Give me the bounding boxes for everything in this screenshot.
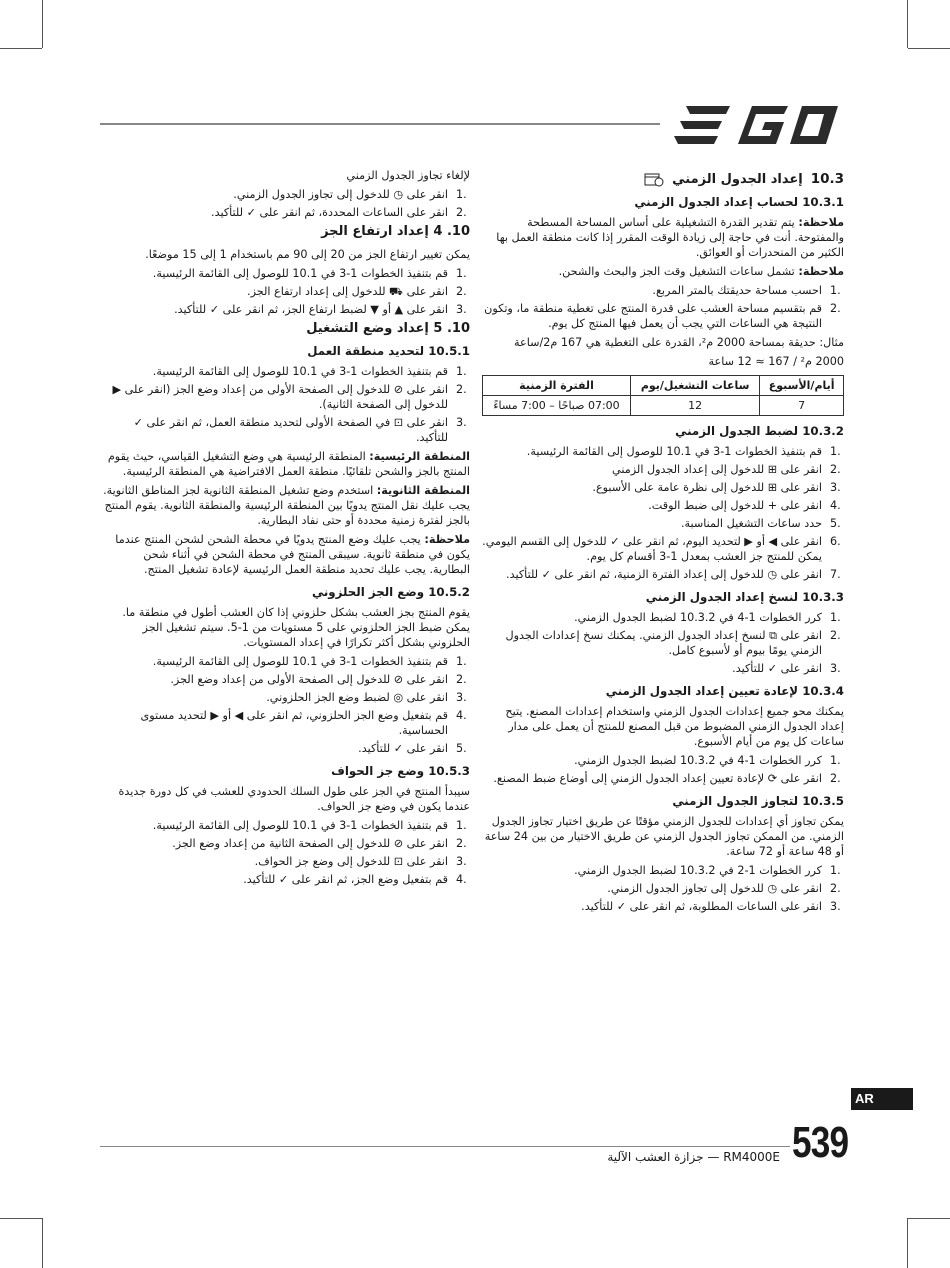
- list-item: .1 قم بتنفيذ الخطوات 1-3 في 10.1 للوصول إلى القائمة الرئيسية.: [152, 365, 467, 378]
- table-cell: 07:00 صباحًا – 7:00 مساءً: [483, 396, 631, 416]
- steps-list: [480, 610, 844, 676]
- list-item: .3 انقر على ▲ أو ▼ لضبط ارتفاع الجز، ثم انقر على ✓ للتأكيد.: [174, 303, 467, 316]
- section-10-3-heading: [480, 172, 844, 187]
- note: ملاحظة: يجب عليك وضع المنتج يدويًا في محطة الشحن لشحن المنتج عندما يكون في منطقة ثانوية. سيبقى المنتج في محطة الشحن في أثناء شحن البطارية. يجب عليك تحديد منطقة العمل الرئيسية لإعادة تشغيل المنتج.: [115, 533, 470, 576]
- left-column: [100, 168, 470, 891]
- list-item: .1 انقر على ◷ للدخول إلى تجاوز الجدول الزمني.: [233, 188, 467, 201]
- list-item: .2 انقر على ⟳ لإعادة تعيين إعداد الجدول الزمني إلى أوضاع ضبط المصنع.: [493, 772, 841, 785]
- subsection-title: 10.3.3 لنسخ إعداد الجدول الزمني: [645, 590, 844, 604]
- list-item: .5 حدد ساعات التشغيل المناسبة.: [680, 517, 841, 530]
- table-cell: 7: [760, 396, 844, 416]
- list-item: .4 انقر على + للدخول إلى ضبط الوقت.: [648, 499, 841, 512]
- footer-rule: [100, 1146, 790, 1147]
- steps-list: [100, 266, 470, 317]
- list-item: .3 انقر على ⊡ للدخول إلى وضع جز الحواف.: [254, 855, 467, 868]
- list-item: .1 كرر الخطوات 1-4 في 10.3.2 لضبط الجدول الزمني.: [574, 611, 841, 624]
- list-item: .3 انقر على ⊞ للدخول إلى نظرة عامة على الأسبوع.: [592, 481, 841, 494]
- subsection-title: 10.5.3 وضع جز الحواف: [331, 764, 470, 778]
- list-item: .2 انقر على ⊘ للدخول إلى الصفحة الثانية من إعداد وضع الجز.: [172, 837, 467, 850]
- crop-mark: [907, 1218, 908, 1268]
- paragraph: يمكن تجاوز أي إعدادات للجدول الزمني مؤقتًا عن طريق اختيار تجاوز الجدول الزمني. من الممكن تجاوز الجدول الزمني عن طريق الاختيار من بين 24 ساعة أو 48 ساعة أو 72 ساعة.: [484, 815, 844, 858]
- right-column: [480, 168, 844, 918]
- language-tab: AR: [851, 1088, 913, 1110]
- subsection-title: 10.5.1 لتحديد منطقة العمل: [307, 344, 470, 358]
- page-number: 539: [792, 1118, 849, 1167]
- list-item: .1 احسب مساحة حديقتك بالمتر المربع.: [652, 284, 841, 297]
- crop-mark: [0, 1218, 42, 1219]
- subsection-title: لإلغاء تجاوز الجدول الزمني: [346, 169, 470, 182]
- list-item: .2 انقر على ⊘ للدخول إلى الصفحة الأولى من إعداد وضع الجز (انقر على ▶ للدخول إلى الصفحة الثانية).: [112, 383, 467, 411]
- list-item: .4 قم بتفعيل وضع الجز الحلزوني، ثم انقر على ◀ أو ▶ لتحديد مستوى الحساسية.: [140, 709, 467, 737]
- crop-mark: [908, 48, 950, 49]
- list-item: .1 قم بتنفيذ الخطوات 1-3 في 10.1 للوصول إلى القائمة الرئيسية.: [526, 445, 841, 458]
- steps-list: [480, 863, 844, 914]
- list-item: .1 كرر الخطوات 1-2 في 10.3.2 لضبط الجدول الزمني.: [574, 864, 841, 877]
- steps-list: [100, 364, 470, 445]
- list-item: .1 قم بتنفيذ الخطوات 1-3 في 10.1 للوصول إلى القائمة الرئيسية.: [152, 267, 467, 280]
- crop-mark: [42, 0, 43, 48]
- subsection-title: 10.3.5 لتجاوز الجدول الزمني: [672, 794, 844, 808]
- list-item: .1 كرر الخطوات 1-4 في 10.3.2 لضبط الجدول الزمني.: [574, 754, 841, 767]
- calendar-clock-icon: [644, 172, 664, 187]
- list-item: .7 انقر على ◷ للدخول إلى إعداد الفترة الزمنية، ثم انقر على ✓ للتأكيد.: [506, 568, 841, 581]
- subsection-title: 10.5.2 وضع الجز الحلزوني: [311, 585, 470, 599]
- list-item: .1 قم بتنفيذ الخطوات 1-3 في 10.1 للوصول إلى القائمة الرئيسية.: [152, 655, 467, 668]
- note: ملاحظة: يتم تقدير القدرة التشغيلية على أساس المساحة المسطحة والمفتوحة. أنت في حاجة إلى زيادة الوقت المقرر إذا كانت منطقة العمل بها الكثير من المنحدرات أو العوائق.: [496, 216, 844, 259]
- paragraph: سيبدأ المنتج في الجز على طول السلك الحدودي للعشب في كل دورة جديدة عندما يكون في وضع جز الحواف.: [118, 785, 470, 813]
- note: ملاحظة: تشمل ساعات التشغيل وقت الجز والبحث والشحن.: [558, 265, 844, 278]
- paragraph: يمكن تغيير ارتفاع الجز من 20 إلى 90 مم باستخدام 1 إلى 15 موضعًا.: [145, 248, 470, 261]
- table-header: ساعات التشغيل/يوم: [631, 376, 760, 396]
- list-item: .2 انقر على ◷ للدخول إلى تجاوز الجدول الزمني.: [607, 882, 841, 895]
- section-title: إعداد الجدول الزمني: [672, 172, 803, 187]
- paragraph: المنطقة الثانوية: استخدم وضع تشغيل المنطقة الثانوية لجز المناطق الثانوية. يجب عليك نقل المنتج يدويًا بين المنطقة الرئيسية والمنطقة الثانوية. يقوم المنتج بالجز لفترة زمنية محددة أو حتى نفاد البطارية.: [103, 484, 470, 527]
- steps-list: [480, 283, 844, 331]
- list-item: .1 قم بتنفيذ الخطوات 1-3 في 10.1 للوصول إلى القائمة الرئيسية.: [152, 819, 467, 832]
- schedule-table: [482, 375, 844, 416]
- list-item: .4 قم بتفعيل وضع الجز، ثم انقر على ✓ للتأكيد.: [243, 873, 467, 886]
- section-title: 10. 4 إعداد ارتفاع الجز: [321, 224, 470, 239]
- crop-mark: [908, 1218, 950, 1219]
- steps-list: [480, 444, 844, 582]
- table-header: أيام/الأسبوع: [760, 376, 844, 396]
- crop-mark: [0, 48, 42, 49]
- list-item: .3 انقر على الساعات المطلوبة، ثم انقر على ✓ للتأكيد.: [581, 900, 841, 913]
- list-item: .3 انقر على ✓ للتأكيد.: [732, 662, 841, 675]
- list-item: .2 انقر على الساعات المحددة، ثم انقر على ✓ للتأكيد.: [211, 206, 467, 219]
- steps-list: [100, 818, 470, 887]
- list-item: .3 انقر على ⊡ في الصفحة الأولى لتحديد منطقة العمل، ثم انقر على ✓ للتأكيد.: [133, 416, 467, 444]
- section-title: 10. 5 إعداد وضع التشغيل: [306, 321, 470, 336]
- list-item: .2 انقر على ⊞ للدخول إلى إعداد الجدول الزمني: [612, 463, 841, 476]
- table-header: الفترة الزمنية: [483, 376, 631, 396]
- steps-list: [100, 187, 470, 220]
- list-item: .6 انقر على ◀ أو ▶ لتحديد اليوم، ثم انقر على ✓ للدخول إلى القسم اليومي. يمكن للمنتج جز العشب بمعدل 1-3 أقسام كل يوم.: [482, 535, 841, 563]
- subsection-title: 10.3.2 لضبط الجدول الزمني: [675, 424, 844, 438]
- paragraph: يمكنك محو جميع إعدادات الجدول الزمني واستخدام إعدادات المصنع. يتيح إعداد الجدول الزمني المضبوط من قبل المصنع للمنتج أن يعمل على مدار ساعات كل يوم من أيام الأسبوع.: [505, 705, 844, 748]
- section-number: 10.3: [810, 171, 844, 187]
- header-rule: [100, 123, 660, 125]
- list-item: .3 انقر على ◎ لضبط وضع الجز الحلزوني.: [266, 691, 467, 704]
- crop-mark: [42, 1218, 43, 1268]
- list-item: .2 قم بتقسيم مساحة العشب على قدرة المنتج على تغطية منطقة ما، وتكون النتيجة هي الساعات التي يجب أن يعمل فيها المنتج كل يوم.: [484, 302, 841, 330]
- list-item: .2 انقر على ⛟ للدخول إلى إعداد ارتفاع الجز.: [247, 285, 467, 298]
- ego-logo: [672, 102, 842, 148]
- list-item: .2 انقر على ⊘ للدخول إلى الصفحة الأولى من إعداد وضع الجز.: [170, 673, 467, 686]
- list-item: .5 انقر على ✓ للتأكيد.: [358, 742, 467, 755]
- paragraph: المنطقة الرئيسية: المنطقة الرئيسية هي وضع التشغيل القياسي، حيث يقوم المنتج بالجز والشحن تلقائيًا. منطقة العمل الافتراضية هي المنطقة الرئيسية.: [107, 450, 470, 478]
- list-item: .2 انقر على ⧉ لنسخ إعداد الجدول الزمني. يمكنك نسخ إعدادات الجدول الزمني يومًا بيوم أو لأسبوع كامل.: [505, 629, 841, 657]
- example-line: مثال: حديقة بمساحة 2000 م²، القدرة على التغطية هي 167 م2/ساعة: [514, 336, 844, 349]
- crop-mark: [907, 0, 908, 48]
- subsection-title: 10.3.1 لحساب إعداد الجدول الزمني: [634, 195, 844, 209]
- table-cell: 12: [631, 396, 760, 416]
- example-line: 2000 م² / 167 ≈ 12 ساعة: [708, 355, 844, 368]
- paragraph: يقوم المنتج بجز العشب بشكل حلزوني إذا كان العشب أطول في منطقة ما. يمكن ضبط الجز الحلزوني على 5 مستويات من 1-5. سيتم تشغيل الجز الحلزوني بشكل أكثر تكرارًا في إعداد المستويات.: [122, 606, 470, 649]
- model-name: RM4000E — جزازة العشب الآلية: [607, 1150, 780, 1164]
- steps-list: [480, 753, 844, 786]
- subsection-title: 10.3.4 لإعادة تعيين إعداد الجدول الزمني: [605, 684, 844, 698]
- steps-list: [100, 654, 470, 756]
